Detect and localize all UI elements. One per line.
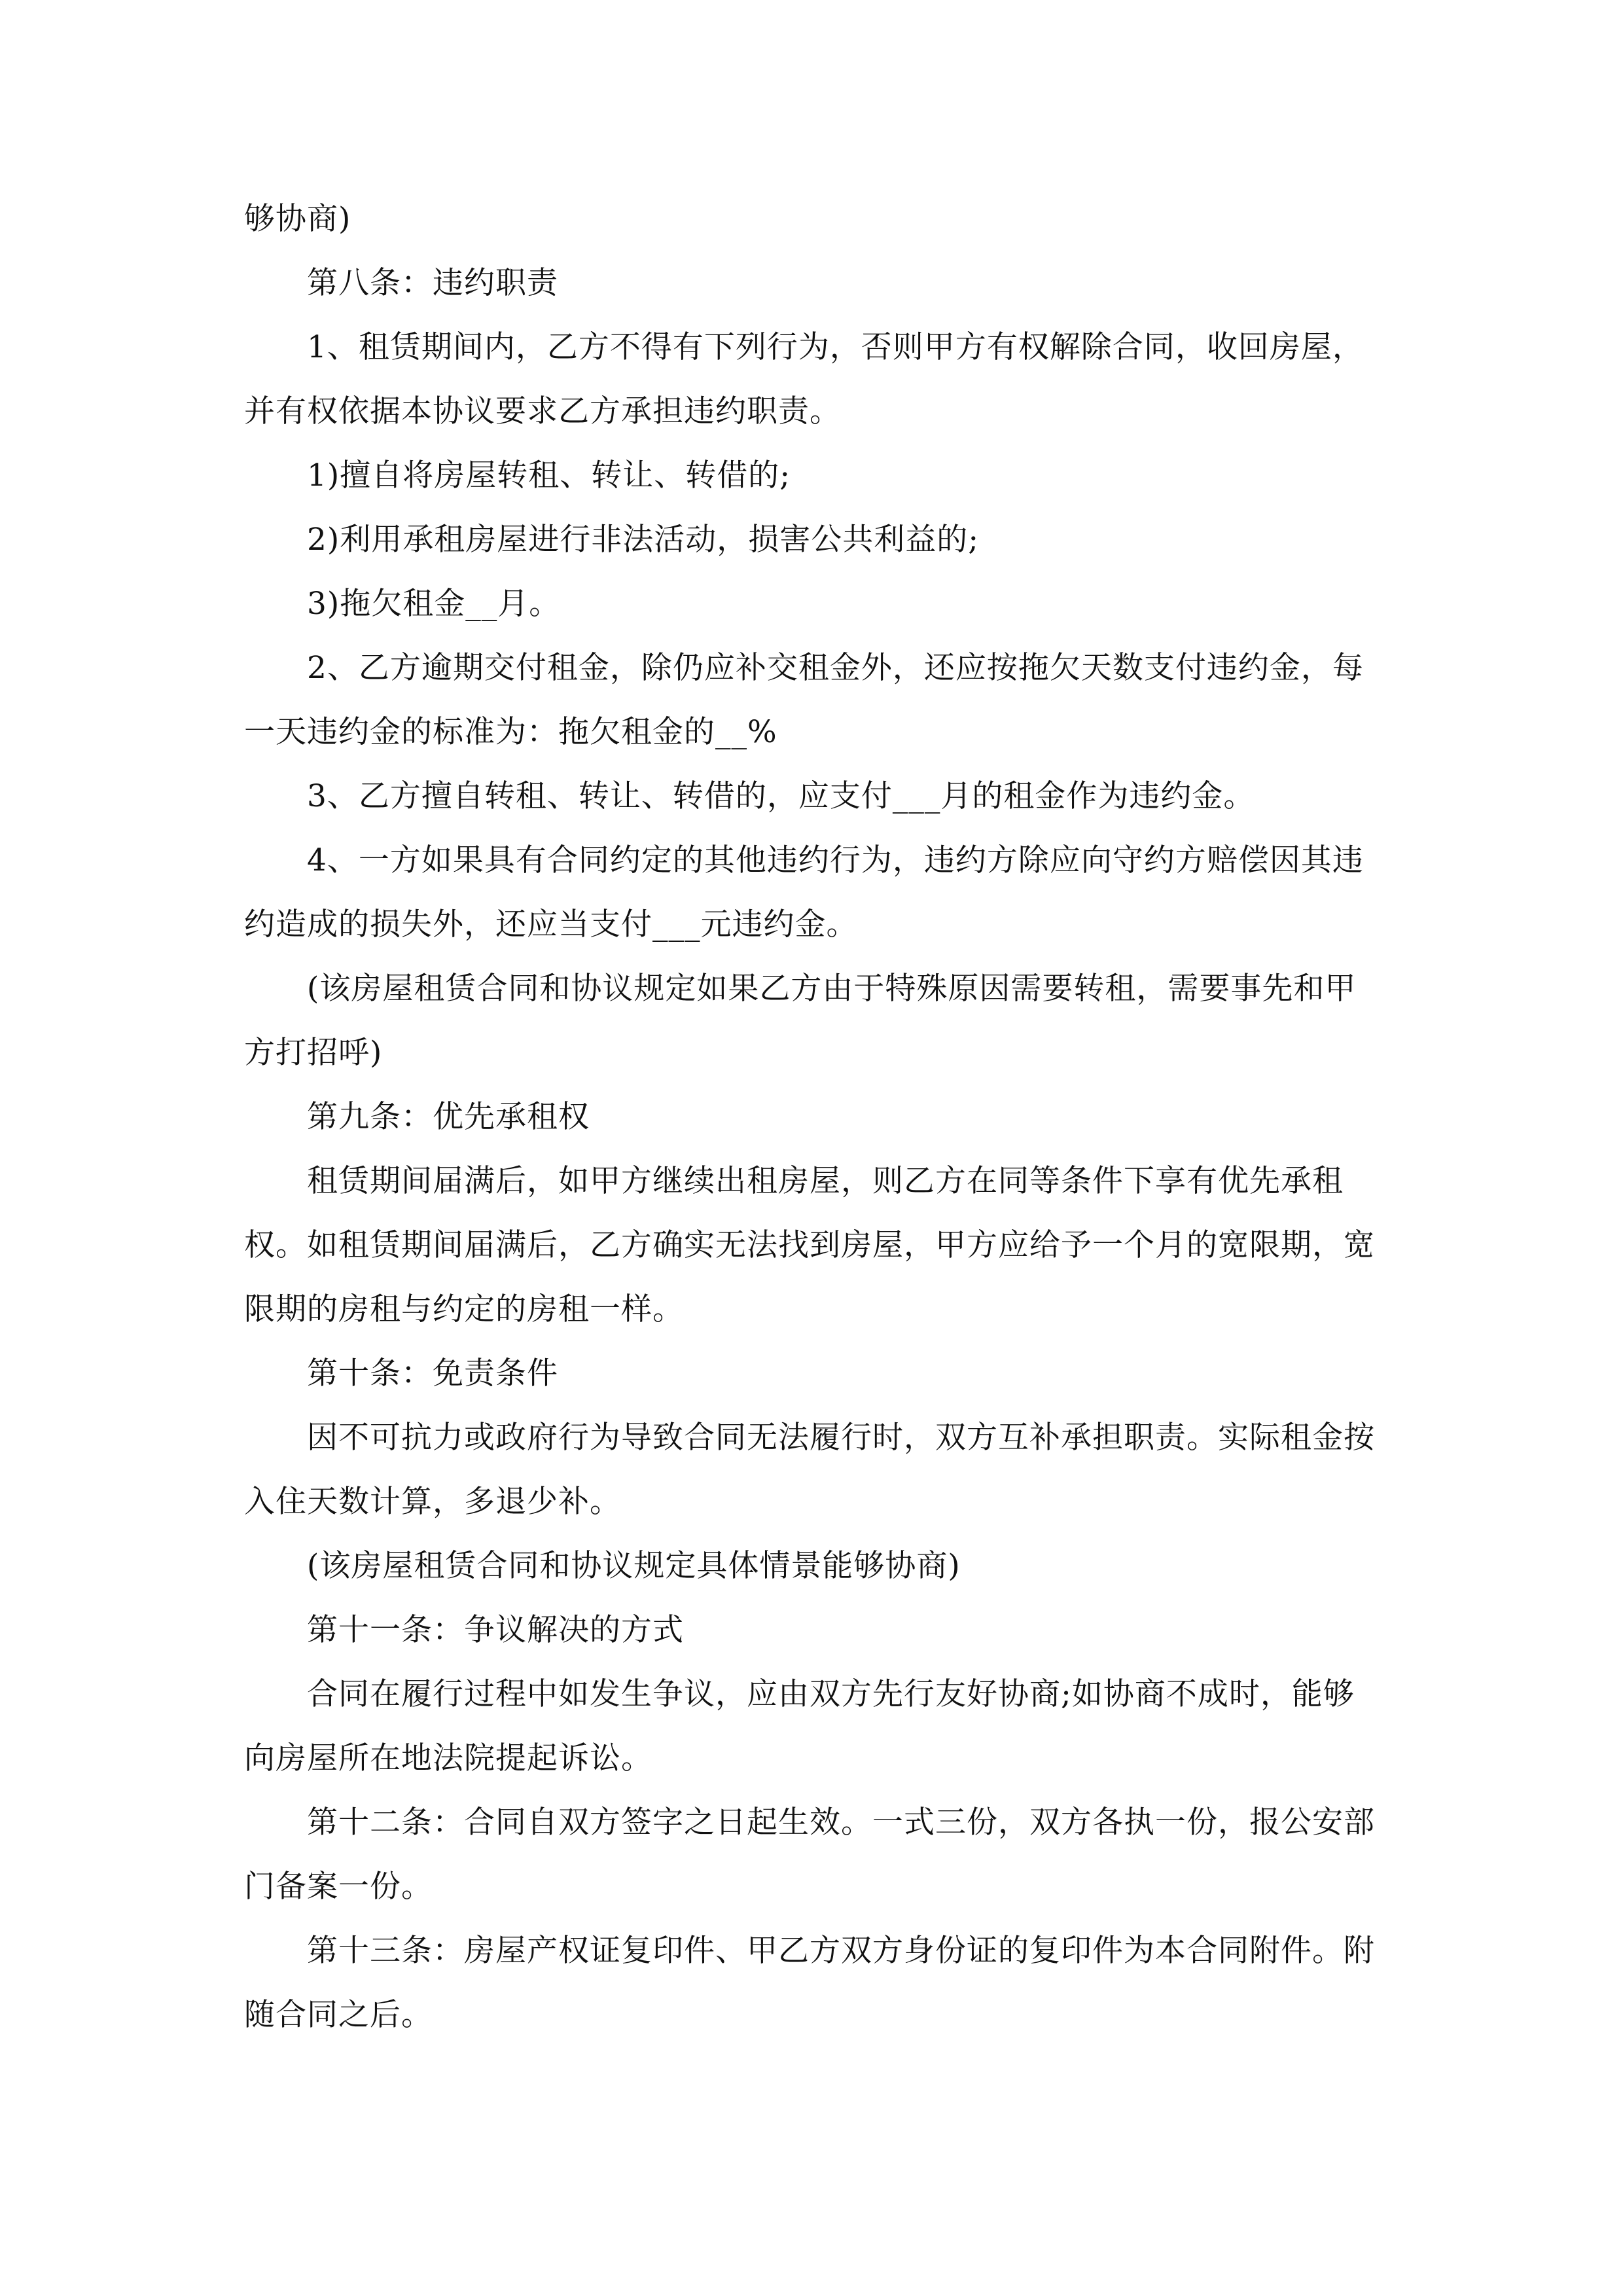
article-8-clause-3: 3、乙方擅自转租、转让、转借的，应支付___月的租金作为违约金。 [307,778,1255,814]
article-8-heading: 第八条：违约职责 [307,265,558,301]
paragraph-continuation: 够协商) [244,201,351,237]
article-8-item-1: 1)擅自将房屋转租、转让、转借的; [307,457,791,493]
article-8-clause-1: 1、租赁期间内，乙方不得有下列行为，否则甲方有权解除合同，收回房屋，并有权依据本协议要求乙方承担违约职责。 [244,329,1364,429]
article-10-body: 因不可抗力或政府行为导致合同无法履行时，双方互补承担职责。实际租金按入住天数计算，多退少补。 [244,1420,1375,1520]
article-8-note: (该房屋租赁合同和协议规定如果乙方由于特殊原因需要转租，需要事先和甲方打招呼) [244,971,1357,1071]
article-11-heading: 第十一条：争议解决的方式 [307,1612,684,1648]
article-8-item-2: 2)利用承租房屋进行非法活动，损害公共利益的; [307,522,980,558]
article-9-heading: 第九条：优先承租权 [307,1099,590,1135]
article-10-heading: 第十条：免责条件 [307,1355,558,1391]
article-9-body: 租赁期间届满后，如甲方继续出租房屋，则乙方在同等条件下享有优先承租权。如租赁期间届满后，乙方确实无法找到房屋，甲方应给予一个月的宽限期，宽限期的房租与约定的房租一样。 [244,1163,1375,1327]
document-body [244,187,1383,2047]
article-8-clause-2: 2、乙方逾期交付租金，除仍应补交租金外，还应按拖欠天数支付违约金，每一天违约金的标准为：拖欠租金的__% [244,650,1364,750]
article-12: 第十二条：合同自双方签字之日起生效。一式三份，双方各执一份，报公安部门备案一份。 [244,1804,1375,1905]
article-8-item-3: 3)拖欠租金__月。 [307,586,561,622]
article-13: 第十三条：房屋产权证复印件、甲乙方双方身份证的复印件为本合同附件。附随合同之后。 [244,1933,1375,2033]
article-10-note: (该房屋租赁合同和协议规定具体情景能够协商) [307,1548,961,1584]
article-11-body: 合同在履行过程中如发生争议，应由双方先行友好协商;如协商不成时，能够向房屋所在地法院提起诉讼。 [244,1676,1355,1776]
article-8-clause-4: 4、一方如果具有合同约定的其他违约行为，违约方除应向守约方赔偿因其违约造成的损失外，还应当支付___元违约金。 [244,842,1364,942]
